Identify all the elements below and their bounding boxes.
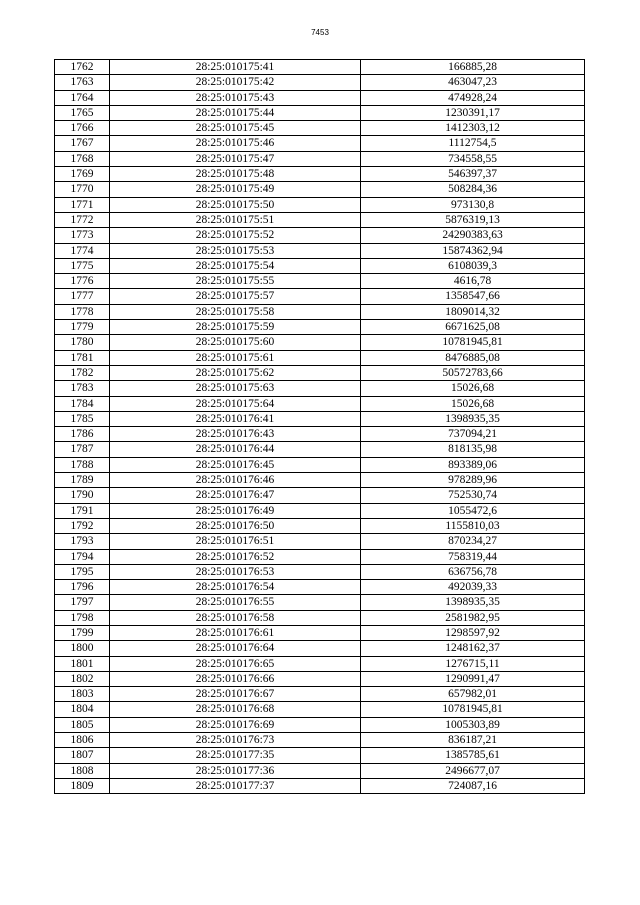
table-row	[55, 625, 585, 640]
cadastral-value-table	[54, 59, 585, 794]
cadastral-value-cell: 1248162,37	[361, 641, 585, 656]
row-number-cell: 1782	[55, 365, 110, 380]
cadastral-value-cell: 752530,74	[361, 488, 585, 503]
row-number-cell: 1808	[55, 763, 110, 778]
table-row	[55, 717, 585, 732]
table-row	[55, 748, 585, 763]
cadastral-number-cell: 28:25:010175:54	[110, 258, 361, 273]
row-number-cell: 1797	[55, 595, 110, 610]
cadastral-value-cell: 1155810,03	[361, 518, 585, 533]
row-number-cell: 1802	[55, 671, 110, 686]
table-row	[55, 90, 585, 105]
row-number-cell: 1805	[55, 717, 110, 732]
table-row	[55, 151, 585, 166]
table-row	[55, 503, 585, 518]
table-row	[55, 427, 585, 442]
cadastral-value-cell: 818135,98	[361, 442, 585, 457]
cadastral-number-cell: 28:25:010176:46	[110, 473, 361, 488]
table-row	[55, 350, 585, 365]
cadastral-value-cell: 10781945,81	[361, 702, 585, 717]
cadastral-number-cell: 28:25:010176:43	[110, 427, 361, 442]
cadastral-value-cell: 657982,01	[361, 687, 585, 702]
cadastral-value-cell: 1412303,12	[361, 121, 585, 136]
cadastral-number-cell: 28:25:010176:65	[110, 656, 361, 671]
cadastral-value-cell: 1358547,66	[361, 289, 585, 304]
row-number-cell: 1785	[55, 411, 110, 426]
row-number-cell: 1803	[55, 687, 110, 702]
cadastral-value-cell: 6108039,3	[361, 258, 585, 273]
table-row	[55, 763, 585, 778]
table-row	[55, 457, 585, 472]
page-number: 7453	[311, 28, 329, 37]
cadastral-value-cell: 1398935,35	[361, 595, 585, 610]
cadastral-number-cell: 28:25:010175:46	[110, 136, 361, 151]
row-number-cell: 1796	[55, 580, 110, 595]
table-row	[55, 671, 585, 686]
table-row	[55, 121, 585, 136]
row-number-cell: 1763	[55, 75, 110, 90]
cadastral-number-cell: 28:25:010175:58	[110, 304, 361, 319]
cadastral-number-cell: 28:25:010175:41	[110, 60, 361, 75]
cadastral-value-cell: 636756,78	[361, 564, 585, 579]
cadastral-number-cell: 28:25:010176:64	[110, 641, 361, 656]
table-row	[55, 228, 585, 243]
row-number-cell: 1779	[55, 320, 110, 335]
row-number-cell: 1809	[55, 778, 110, 793]
row-number-cell: 1766	[55, 121, 110, 136]
cadastral-value-cell: 6671625,08	[361, 320, 585, 335]
cadastral-value-cell: 1055472,6	[361, 503, 585, 518]
cadastral-number-cell: 28:25:010175:50	[110, 197, 361, 212]
row-number-cell: 1773	[55, 228, 110, 243]
cadastral-value-cell: 50572783,66	[361, 365, 585, 380]
cadastral-number-cell: 28:25:010175:43	[110, 90, 361, 105]
cadastral-number-cell: 28:25:010175:62	[110, 365, 361, 380]
table-row	[55, 518, 585, 533]
cadastral-value-cell: 1005303,89	[361, 717, 585, 732]
cadastral-number-cell: 28:25:010175:51	[110, 212, 361, 227]
row-number-cell: 1799	[55, 625, 110, 640]
cadastral-value-cell: 546397,37	[361, 167, 585, 182]
table-row	[55, 610, 585, 625]
cadastral-value-cell: 870234,27	[361, 534, 585, 549]
cadastral-value-cell: 15874362,94	[361, 243, 585, 258]
cadastral-number-cell: 28:25:010175:44	[110, 105, 361, 120]
row-number-cell: 1780	[55, 335, 110, 350]
cadastral-number-cell: 28:25:010175:57	[110, 289, 361, 304]
cadastral-value-cell: 737094,21	[361, 427, 585, 442]
table-row	[55, 580, 585, 595]
table-row	[55, 564, 585, 579]
row-number-cell: 1775	[55, 258, 110, 273]
row-number-cell: 1776	[55, 274, 110, 289]
cadastral-number-cell: 28:25:010175:49	[110, 182, 361, 197]
cadastral-value-cell: 166885,28	[361, 60, 585, 75]
table-row	[55, 595, 585, 610]
row-number-cell: 1806	[55, 733, 110, 748]
cadastral-number-cell: 28:25:010176:67	[110, 687, 361, 702]
table-row	[55, 656, 585, 671]
table-row	[55, 105, 585, 120]
cadastral-value-cell: 1290991,47	[361, 671, 585, 686]
row-number-cell: 1807	[55, 748, 110, 763]
row-number-cell: 1762	[55, 60, 110, 75]
row-number-cell: 1798	[55, 610, 110, 625]
cadastral-value-cell: 15026,68	[361, 381, 585, 396]
table-row	[55, 778, 585, 793]
cadastral-number-cell: 28:25:010176:51	[110, 534, 361, 549]
cadastral-value-cell: 2496677,07	[361, 763, 585, 778]
cadastral-value-cell: 724087,16	[361, 778, 585, 793]
cadastral-value-cell: 836187,21	[361, 733, 585, 748]
table-body	[55, 60, 585, 794]
row-number-cell: 1790	[55, 488, 110, 503]
cadastral-value-cell: 492039,33	[361, 580, 585, 595]
table-row	[55, 549, 585, 564]
cadastral-number-cell: 28:25:010175:64	[110, 396, 361, 411]
row-number-cell: 1788	[55, 457, 110, 472]
row-number-cell: 1771	[55, 197, 110, 212]
cadastral-number-cell: 28:25:010176:44	[110, 442, 361, 457]
table-row	[55, 212, 585, 227]
row-number-cell: 1769	[55, 167, 110, 182]
row-number-cell: 1792	[55, 518, 110, 533]
cadastral-number-cell: 28:25:010176:58	[110, 610, 361, 625]
table-row	[55, 335, 585, 350]
table-row	[55, 258, 585, 273]
row-number-cell: 1800	[55, 641, 110, 656]
cadastral-number-cell: 28:25:010175:48	[110, 167, 361, 182]
cadastral-number-cell: 28:25:010175:47	[110, 151, 361, 166]
cadastral-value-cell: 1298597,92	[361, 625, 585, 640]
table-row	[55, 136, 585, 151]
table-row	[55, 411, 585, 426]
row-number-cell: 1791	[55, 503, 110, 518]
table-row	[55, 75, 585, 90]
cadastral-number-cell: 28:25:010175:45	[110, 121, 361, 136]
row-number-cell: 1795	[55, 564, 110, 579]
cadastral-value-cell: 8476885,08	[361, 350, 585, 365]
row-number-cell: 1784	[55, 396, 110, 411]
cadastral-number-cell: 28:25:010176:41	[110, 411, 361, 426]
cadastral-value-cell: 24290383,63	[361, 228, 585, 243]
row-number-cell: 1767	[55, 136, 110, 151]
cadastral-number-cell: 28:25:010176:47	[110, 488, 361, 503]
cadastral-value-cell: 1230391,17	[361, 105, 585, 120]
row-number-cell: 1764	[55, 90, 110, 105]
cadastral-value-cell: 474928,24	[361, 90, 585, 105]
row-number-cell: 1794	[55, 549, 110, 564]
cadastral-number-cell: 28:25:010176:73	[110, 733, 361, 748]
cadastral-number-cell: 28:25:010176:49	[110, 503, 361, 518]
table-row	[55, 702, 585, 717]
row-number-cell: 1765	[55, 105, 110, 120]
table-row	[55, 733, 585, 748]
table-row	[55, 60, 585, 75]
cadastral-number-cell: 28:25:010175:60	[110, 335, 361, 350]
row-number-cell: 1781	[55, 350, 110, 365]
cadastral-value-cell: 1276715,11	[361, 656, 585, 671]
row-number-cell: 1787	[55, 442, 110, 457]
table-row	[55, 488, 585, 503]
row-number-cell: 1793	[55, 534, 110, 549]
cadastral-value-cell: 734558,55	[361, 151, 585, 166]
cadastral-number-cell: 28:25:010175:55	[110, 274, 361, 289]
cadastral-value-cell: 4616,78	[361, 274, 585, 289]
table-row	[55, 182, 585, 197]
table-row	[55, 687, 585, 702]
table-row	[55, 473, 585, 488]
cadastral-value-cell: 1112754,5	[361, 136, 585, 151]
cadastral-value-cell: 1398935,35	[361, 411, 585, 426]
table-row	[55, 304, 585, 319]
cadastral-number-cell: 28:25:010176:52	[110, 549, 361, 564]
row-number-cell: 1770	[55, 182, 110, 197]
table-row	[55, 197, 585, 212]
row-number-cell: 1786	[55, 427, 110, 442]
table-row	[55, 243, 585, 258]
table-row	[55, 442, 585, 457]
cadastral-number-cell: 28:25:010177:36	[110, 763, 361, 778]
cadastral-number-cell: 28:25:010176:55	[110, 595, 361, 610]
cadastral-number-cell: 28:25:010176:45	[110, 457, 361, 472]
cadastral-number-cell: 28:25:010177:35	[110, 748, 361, 763]
cadastral-number-cell: 28:25:010175:52	[110, 228, 361, 243]
row-number-cell: 1774	[55, 243, 110, 258]
table-row	[55, 534, 585, 549]
cadastral-number-cell: 28:25:010175:42	[110, 75, 361, 90]
table-row	[55, 274, 585, 289]
cadastral-value-cell: 508284,36	[361, 182, 585, 197]
row-number-cell: 1777	[55, 289, 110, 304]
cadastral-value-cell: 1809014,32	[361, 304, 585, 319]
cadastral-number-cell: 28:25:010176:66	[110, 671, 361, 686]
row-number-cell: 1801	[55, 656, 110, 671]
row-number-cell: 1789	[55, 473, 110, 488]
row-number-cell: 1768	[55, 151, 110, 166]
table-row	[55, 641, 585, 656]
row-number-cell: 1772	[55, 212, 110, 227]
cadastral-number-cell: 28:25:010175:61	[110, 350, 361, 365]
cadastral-value-cell: 10781945,81	[361, 335, 585, 350]
cadastral-value-cell: 1385785,61	[361, 748, 585, 763]
cadastral-number-cell: 28:25:010176:50	[110, 518, 361, 533]
cadastral-value-cell: 2581982,95	[361, 610, 585, 625]
table-row	[55, 320, 585, 335]
cadastral-value-cell: 5876319,13	[361, 212, 585, 227]
row-number-cell: 1804	[55, 702, 110, 717]
cadastral-number-cell: 28:25:010176:53	[110, 564, 361, 579]
cadastral-number-cell: 28:25:010175:53	[110, 243, 361, 258]
cadastral-value-cell: 973130,8	[361, 197, 585, 212]
cadastral-number-cell: 28:25:010177:37	[110, 778, 361, 793]
table-row	[55, 167, 585, 182]
cadastral-number-cell: 28:25:010175:59	[110, 320, 361, 335]
cadastral-value-cell: 463047,23	[361, 75, 585, 90]
cadastral-value-cell: 758319,44	[361, 549, 585, 564]
cadastral-value-cell: 893389,06	[361, 457, 585, 472]
table-row	[55, 381, 585, 396]
cadastral-number-cell: 28:25:010176:68	[110, 702, 361, 717]
cadastral-number-cell: 28:25:010176:61	[110, 625, 361, 640]
table-row	[55, 365, 585, 380]
cadastral-number-cell: 28:25:010176:54	[110, 580, 361, 595]
cadastral-number-cell: 28:25:010175:63	[110, 381, 361, 396]
row-number-cell: 1778	[55, 304, 110, 319]
row-number-cell: 1783	[55, 381, 110, 396]
table-row	[55, 396, 585, 411]
cadastral-value-cell: 978289,96	[361, 473, 585, 488]
cadastral-number-cell: 28:25:010176:69	[110, 717, 361, 732]
table-row	[55, 289, 585, 304]
cadastral-value-cell: 15026,68	[361, 396, 585, 411]
